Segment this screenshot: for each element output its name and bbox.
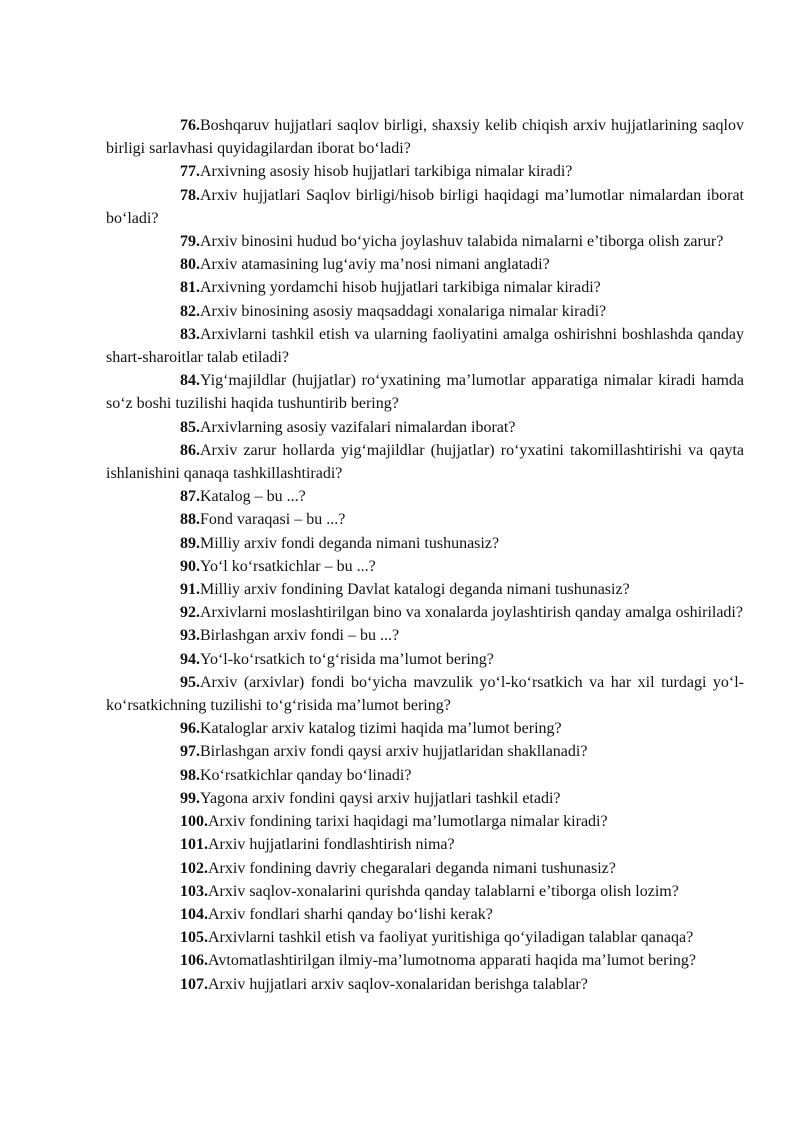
question-text: Arxiv (arxivlar) fondi bo‘yicha mavzulik yo‘l-ko‘rsatkich va har xil turdagi yo‘l-ko‘rsatkichning tuzilishi to‘g‘risida ma’lumot bering? bbox=[106, 673, 744, 715]
question-number: 101. bbox=[180, 836, 208, 854]
question-number: 103. bbox=[180, 882, 208, 900]
question-item bbox=[106, 949, 744, 972]
question-text: Arxiv fondining davriy chegaralari deganda nimani tushunasiz? bbox=[208, 859, 616, 877]
question-item bbox=[106, 555, 744, 578]
question-item bbox=[106, 740, 744, 763]
question-text: Arxiv zarur hollarda yig‘majildlar (hujjatlar) ro‘yxatini takomillashtirishi va qayta ishlanishini qanaqa tashkillashtiradi? bbox=[106, 441, 744, 483]
question-item bbox=[106, 230, 744, 253]
question-text: Kataloglar arxiv katalog tizimi haqida ma’lumot bering? bbox=[200, 720, 562, 738]
question-list bbox=[106, 114, 744, 996]
question-text: Arxivning yordamchi hisob hujjatlari tarkibiga nimalar kiradi? bbox=[200, 279, 601, 297]
question-number: 95. bbox=[180, 673, 200, 691]
question-text: Yagona arxiv fondini qaysi arxiv hujjatlari tashkil etadi? bbox=[200, 789, 561, 807]
question-item bbox=[106, 833, 744, 856]
question-item bbox=[106, 300, 744, 323]
question-text: Arxivlarning asosiy vazifalari nimalardan iborat? bbox=[200, 418, 516, 436]
question-text: Arxiv atamasining lug‘aviy ma’nosi nimani anglatadi? bbox=[200, 256, 550, 274]
question-number: 90. bbox=[180, 557, 200, 575]
question-item bbox=[106, 276, 744, 299]
question-number: 93. bbox=[180, 627, 200, 645]
question-item bbox=[106, 184, 744, 230]
question-number: 80. bbox=[180, 256, 200, 274]
question-text: Arxivlarni moslashtirilgan bino va xonalarda joylashtirish qanday amalga oshiriladi? bbox=[200, 604, 743, 622]
question-text: Arxiv hujjatlari Saqlov birligi/hisob birligi haqidagi ma’lumotlar nimalardan iborat bo‘ladi? bbox=[106, 186, 744, 227]
question-number: 94. bbox=[180, 650, 200, 668]
question-item bbox=[106, 810, 744, 833]
question-item bbox=[106, 253, 744, 276]
question-text: Arxiv fondining tarixi haqidagi ma’lumotlarga nimalar kiradi? bbox=[208, 813, 608, 831]
question-text: Birlashgan arxiv fondi qaysi arxiv hujjatlaridan shakllanadi? bbox=[200, 743, 588, 761]
question-number: 91. bbox=[180, 581, 200, 599]
question-item bbox=[106, 926, 744, 949]
question-number: 98. bbox=[180, 766, 200, 784]
question-item bbox=[106, 416, 744, 439]
question-text: Arxivning asosiy hisob hujjatlari tarkibiga nimalar kiradi? bbox=[200, 163, 573, 181]
question-item bbox=[106, 578, 744, 601]
question-number: 86. bbox=[180, 441, 200, 459]
question-text: Ko‘rsatkichlar qanday bo‘linadi? bbox=[200, 766, 412, 784]
question-number: 100. bbox=[180, 813, 208, 831]
question-item bbox=[106, 648, 744, 671]
question-text: Yo‘l ko‘rsatkichlar – bu ...? bbox=[200, 557, 376, 575]
question-number: 88. bbox=[180, 511, 200, 529]
question-text: Birlashgan arxiv fondi – bu ...? bbox=[200, 627, 400, 645]
question-item bbox=[106, 369, 744, 415]
question-text: Katalog – bu ...? bbox=[200, 488, 306, 506]
question-number: 79. bbox=[180, 233, 200, 251]
question-item bbox=[106, 160, 744, 183]
question-text: Arxivlarni tashkil etish va faoliyat yuritishiga qo‘yiladigan talablar qanaqa? bbox=[208, 929, 694, 947]
question-number: 102. bbox=[180, 859, 208, 877]
question-item bbox=[106, 439, 744, 485]
question-number: 105. bbox=[180, 929, 208, 947]
question-item bbox=[106, 485, 744, 508]
question-text: Arxiv binosini hudud bo‘yicha joylashuv talabida nimalarni e’tiborga olish zarur? bbox=[200, 233, 724, 251]
question-item bbox=[106, 508, 744, 531]
question-number: 104. bbox=[180, 905, 208, 923]
question-number: 106. bbox=[180, 952, 208, 970]
question-item bbox=[106, 903, 744, 926]
question-text: Arxiv fondlari sharhi qanday bo‘lishi kerak? bbox=[208, 905, 493, 923]
question-number: 76. bbox=[180, 117, 200, 134]
question-number: 84. bbox=[180, 372, 200, 390]
question-item bbox=[106, 764, 744, 787]
question-item bbox=[106, 671, 744, 717]
question-text: Yig‘majildlar (hujjatlar) ro‘yxatining ma’lumotlar apparatiga nimalar kiradi hamda so‘z boshi tuzilishi haqida tushuntirib bering? bbox=[106, 372, 744, 413]
question-text: Arxivlarni tashkil etish va ularning faoliyatini amalga oshirishni boshlashda qanday shart-sharoitlar talab etiladi? bbox=[106, 325, 744, 367]
question-item bbox=[106, 880, 744, 903]
question-number: 107. bbox=[180, 975, 208, 993]
question-item bbox=[106, 973, 744, 996]
question-number: 85. bbox=[180, 418, 200, 436]
question-item bbox=[106, 532, 744, 555]
question-text: Boshqaruv hujjatlari saqlov birligi, shaxsiy kelib chiqish arxiv hujjatlarining saqlov birligi sarlavhasi quyidagilardan iborat bo‘ladi? bbox=[106, 117, 744, 158]
question-number: 97. bbox=[180, 743, 200, 761]
question-number: 82. bbox=[180, 302, 200, 320]
question-number: 92. bbox=[180, 604, 200, 622]
question-text: Yo‘l-ko‘rsatkich to‘g‘risida ma’lumot bering? bbox=[200, 650, 494, 668]
question-number: 81. bbox=[180, 279, 200, 297]
question-number: 78. bbox=[180, 186, 200, 204]
question-number: 87. bbox=[180, 488, 200, 506]
question-text: Arxiv hujjatlari arxiv saqlov-xonalaridan berishga talablar? bbox=[208, 975, 588, 993]
question-text: Milliy arxiv fondi deganda nimani tushunasiz? bbox=[200, 534, 500, 552]
question-item bbox=[106, 114, 744, 160]
question-item bbox=[106, 857, 744, 880]
question-text: Milliy arxiv fondining Davlat katalogi deganda nimani tushunasiz? bbox=[200, 581, 630, 599]
question-text: Arxiv binosining asosiy maqsaddagi xonalariga nimalar kiradi? bbox=[200, 302, 607, 320]
question-item bbox=[106, 323, 744, 369]
question-item bbox=[106, 601, 744, 624]
question-text: Fond varaqasi – bu ...? bbox=[200, 511, 346, 529]
question-item bbox=[106, 624, 744, 647]
question-number: 77. bbox=[180, 163, 200, 181]
question-text: Avtomatlashtirilgan ilmiy-ma’lumotnoma apparati haqida ma’lumot bering? bbox=[208, 952, 697, 970]
question-number: 89. bbox=[180, 534, 200, 552]
question-text: Arxiv hujjatlarini fondlashtirish nima? bbox=[208, 836, 455, 854]
question-number: 99. bbox=[180, 789, 200, 807]
question-number: 83. bbox=[180, 325, 200, 343]
question-item bbox=[106, 787, 744, 810]
question-item bbox=[106, 717, 744, 740]
question-text: Arxiv saqlov-xonalarini qurishda qanday talablarni e’tiborga olish lozim? bbox=[208, 882, 679, 900]
question-number: 96. bbox=[180, 720, 200, 738]
